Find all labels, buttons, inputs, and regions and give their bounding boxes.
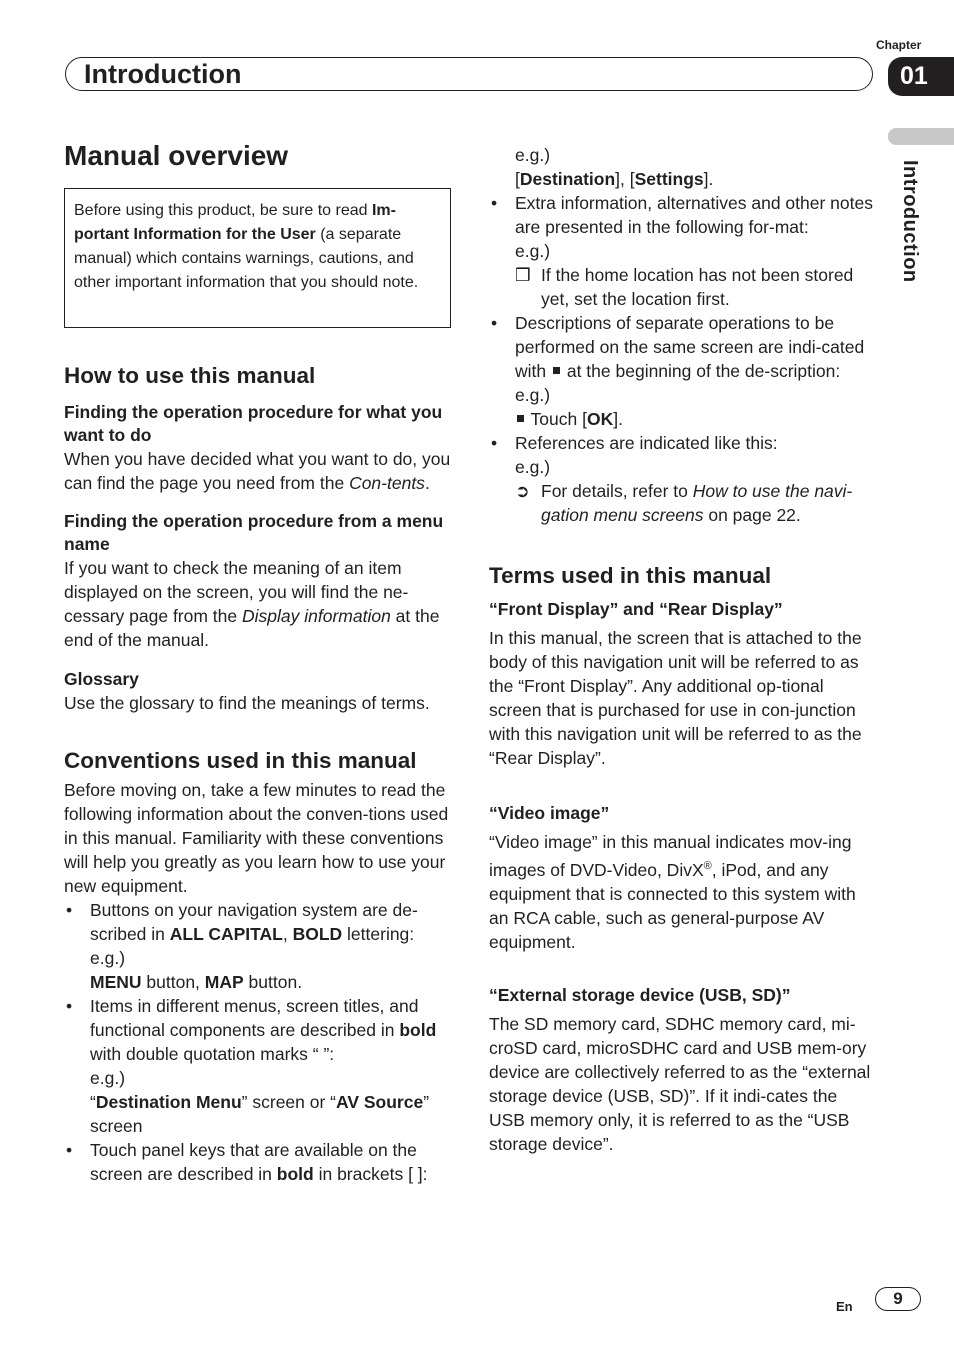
glossary-heading: Glossary [64, 669, 139, 689]
how-sub1-text: When you have decided what you want to do, you can find the page you need from the Con-tents. [64, 449, 451, 493]
square-bullet-icon [553, 367, 560, 374]
example-text: “Destination Menu” screen or “AV Source” screen [90, 1092, 430, 1136]
notice-text: Before using this product, be sure to read [74, 202, 372, 219]
example-label: e.g.) [90, 948, 126, 968]
terms-sub3-text: The SD memory card, SDHC memory card, mi-croSD card, microSDHC card and USB mem-ory device are collectively referred to as the “external storage device (USB, SD)”. If it indi-cates the USB memory only, it is referred to as the “USB storage device”. [489, 1013, 871, 1154]
terms-sub2-text: “Video image” in this manual indicates mov-ing images of DVD-Video, DivX®, iPod, and any equipment that is connected to this system with an RCA cable, such as general-purpose AV equipment. [489, 832, 856, 952]
terms-sub1-heading: “Front Display” and “Rear Display” [489, 599, 783, 619]
list-item: • Extra information, alternatives and other notes are presented in the following for-mat: [489, 191, 877, 239]
page-number: 9 [875, 1287, 921, 1311]
side-tab-marker [888, 128, 954, 145]
example-label: e.g.) [515, 241, 551, 261]
example-label: e.g.) [90, 1068, 126, 1088]
how-sub1-heading: Finding the operation procedure for what you want to do [64, 402, 443, 445]
notice-bold: Im-portant Information for the User [74, 202, 396, 243]
example-label: e.g.) [515, 457, 551, 477]
reference-example: ➲ For details, refer to How to use the navi-gation menu screens on page 22. [515, 481, 853, 525]
terms-sub3-heading: “External storage device (USB, SD)” [489, 984, 791, 1005]
notice-box [64, 188, 451, 328]
terms-sub1-text: In this manual, the screen that is attached to the body of this navigation unit will be referred to as the “Front Display”. Any additional op-tional screen that is purchased for use in con-junction with this navigation unit will be referred to as the “Rear Display”. [489, 628, 862, 768]
right-column [489, 143, 877, 1156]
example-text: Touch [OK]. [489, 407, 877, 431]
note-checkbox-icon: ❒ [515, 265, 531, 285]
section-title: Introduction [84, 59, 242, 89]
list-item: • References are indicated like this: [489, 431, 877, 455]
terms-sub2-heading: “Video image” [489, 803, 610, 823]
example-label: e.g.) [515, 385, 551, 405]
square-bullet-icon [517, 415, 524, 422]
how-sub2-heading: Finding the operation procedure from a menu name [64, 511, 444, 554]
notice-text: (a separate manual) which contains warnings, cautions, and other important information that you should note. [74, 226, 419, 291]
side-section-label: Introduction [899, 160, 921, 283]
list-item: • Touch panel keys that are available on the screen are described in bold in brackets [ ]: [64, 1138, 452, 1186]
list-item: • Items in different menus, screen titles, and functional components are described in bold with double quotation marks “ ”: [64, 994, 452, 1066]
conventions-heading: Conventions used in this manual [64, 748, 417, 773]
glossary-text: Use the glossary to find the meanings of terms. [64, 693, 430, 713]
reference-arrow-icon: ➲ [515, 481, 530, 501]
example-text: MENU button, MAP button. [90, 972, 303, 992]
example-label: e.g.) [515, 145, 551, 165]
how-heading: How to use this manual [64, 363, 316, 388]
page-title: Manual overview [64, 140, 289, 171]
list-item: • Descriptions of separate operations to be performed on the same screen are indi-cated with at the beginning of the de-scription: [489, 311, 877, 383]
language-label: En [836, 1299, 853, 1314]
list-item: • Buttons on your navigation system are de-scribed in ALL CAPITAL, BOLD lettering: [64, 898, 452, 946]
note-example: ❒ If the home location has not been stored yet, set the location first. [515, 265, 854, 309]
conventions-intro: Before moving on, take a few minutes to read the following information about the conven-tions used in this manual. Familiarity with these conventions will help you greatly as you learn how to use your new equipment. [64, 780, 449, 896]
terms-heading: Terms used in this manual [489, 563, 772, 588]
chapter-label: Chapter [876, 38, 922, 52]
chapter-number-badge: 01 [888, 57, 954, 96]
how-sub2-text: If you want to check the meaning of an item displayed on the screen, you will find the ne-cessary page from the Display information at the end of the manual. [64, 558, 440, 650]
example-text: [Destination], [Settings]. [515, 169, 714, 189]
left-column [64, 362, 452, 1186]
